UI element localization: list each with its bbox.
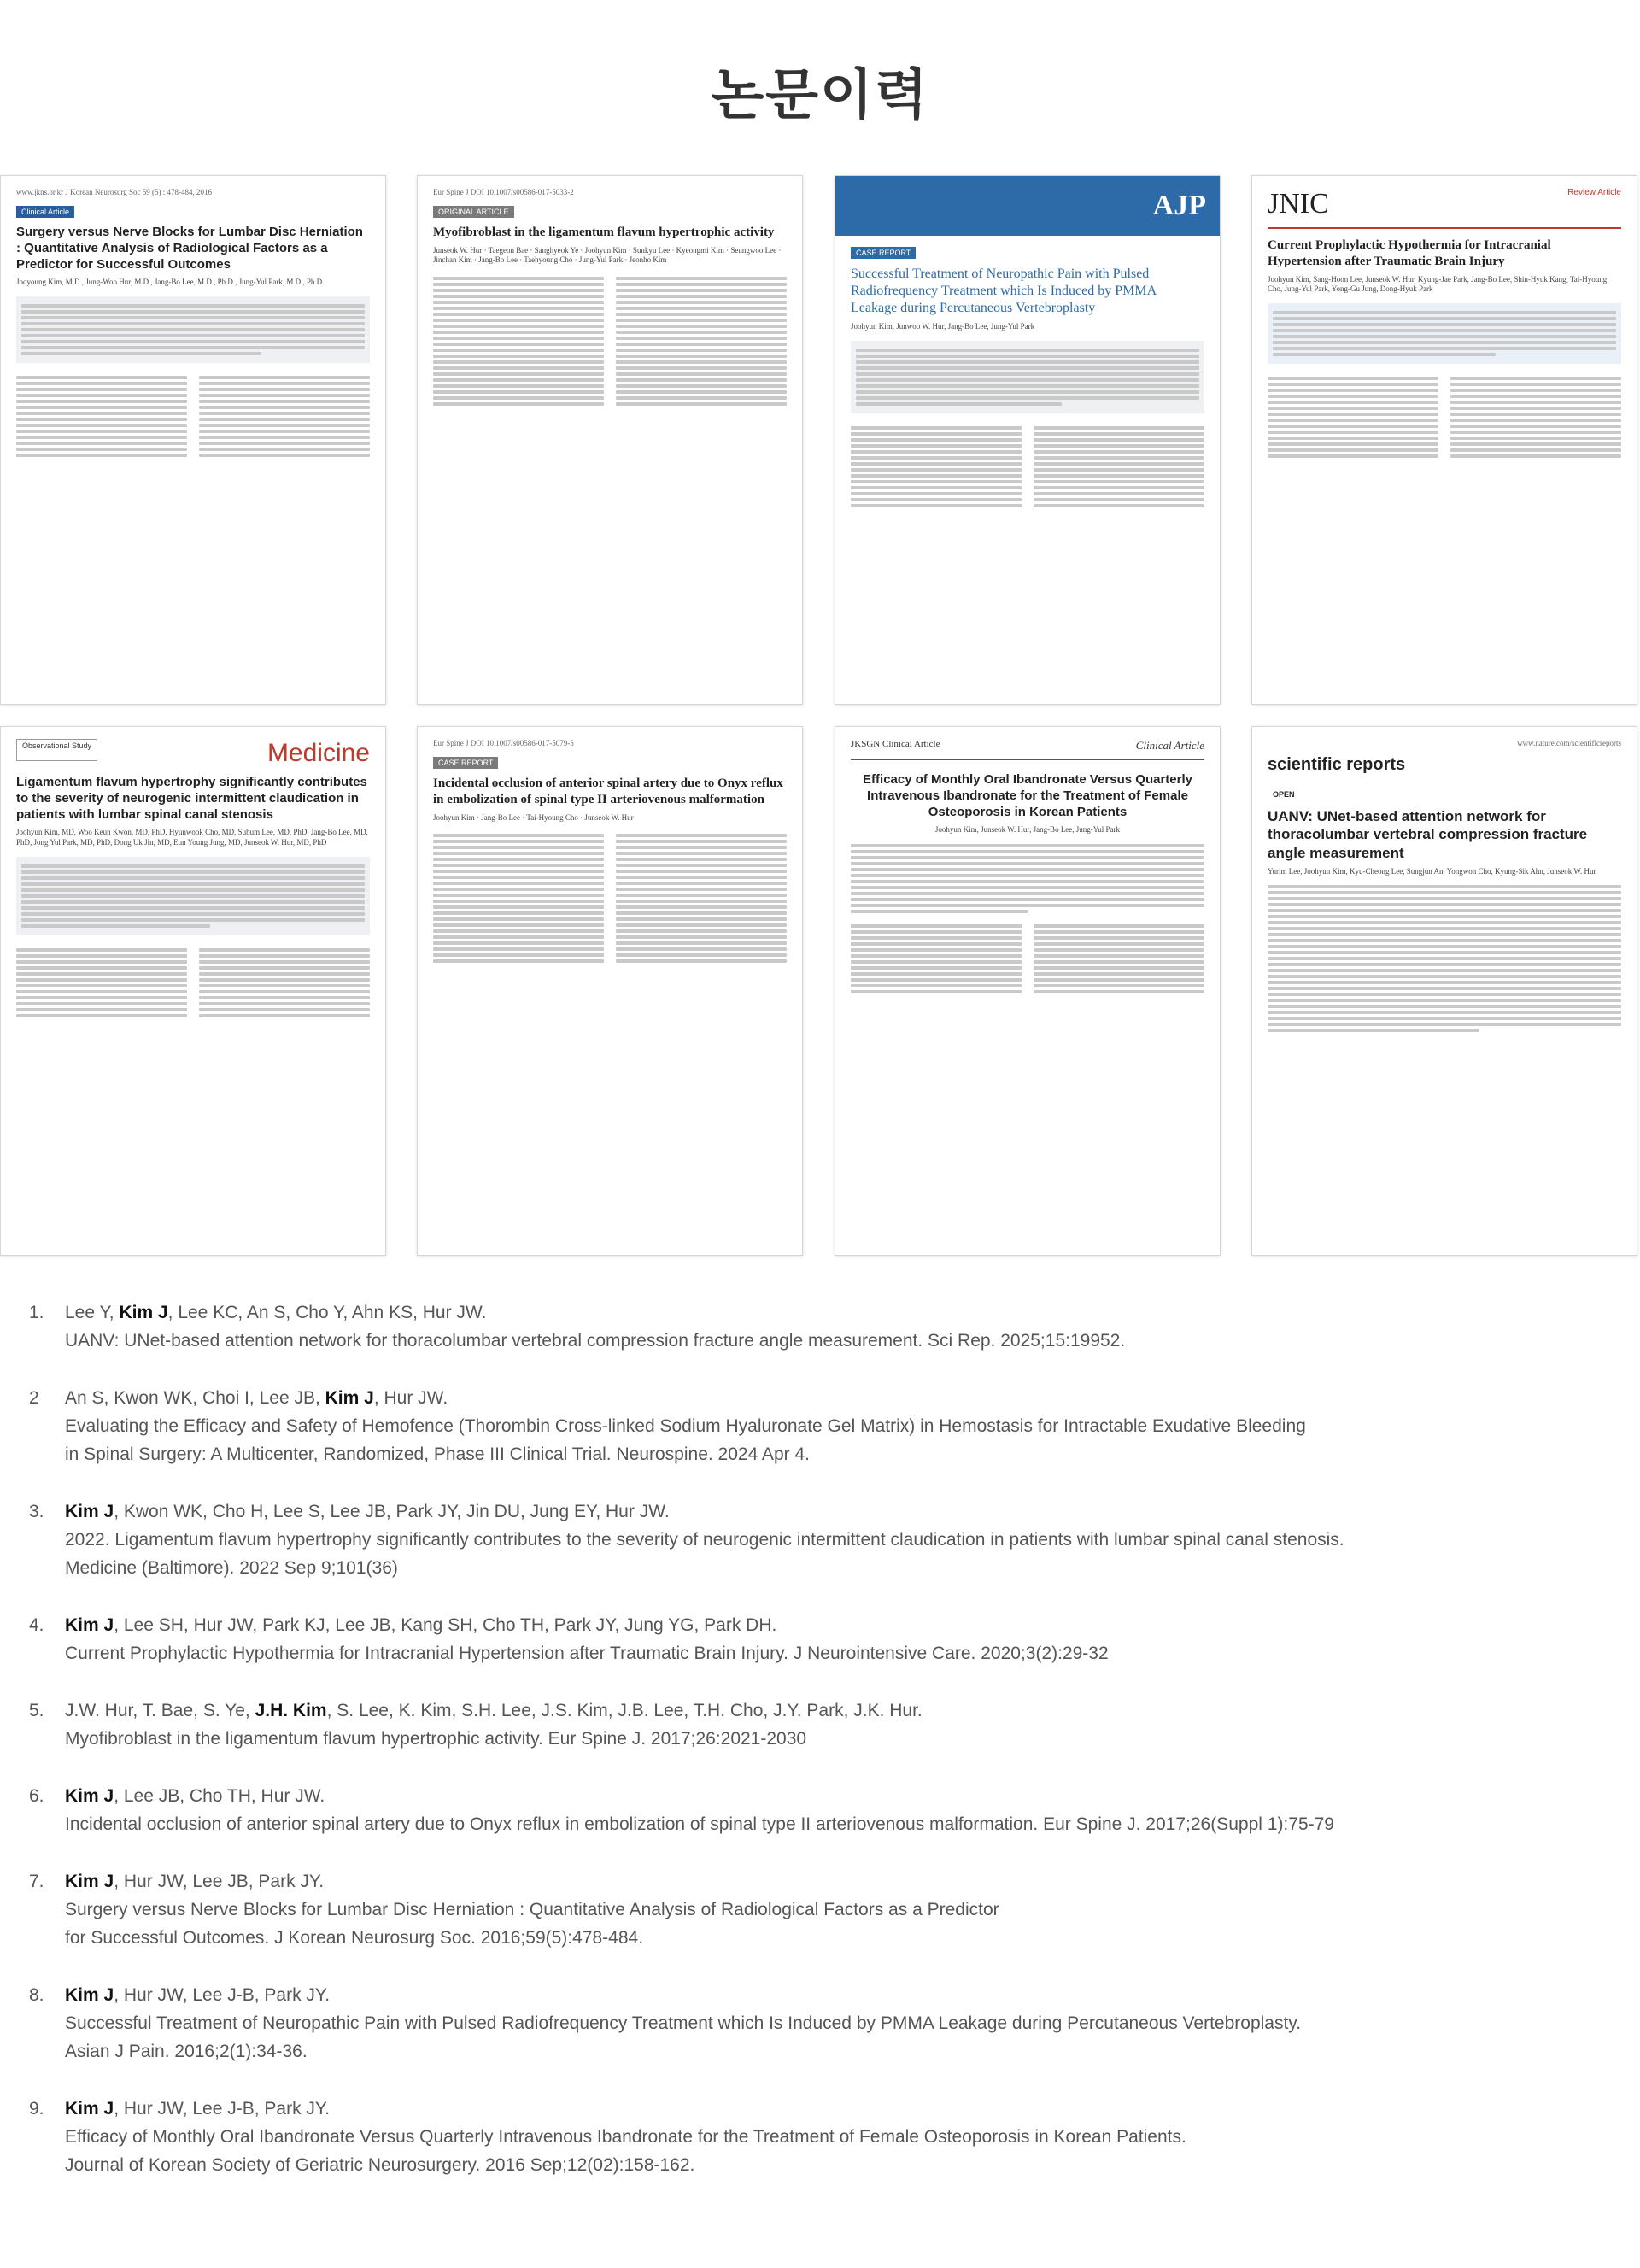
publication-number: 5. [29, 1701, 44, 1720]
paper-tag: OPEN [1268, 788, 1300, 800]
publication-list [29, 1298, 1618, 2179]
paper-title: Successful Treatment of Neuropathic Pain with Pulsed Radiofrequency Treatment which Is Induced by PMMA Leakage during Percutaneous Vertebroplasty [851, 267, 1157, 315]
publication-line: Surgery versus Nerve Blocks for Lumbar Disc Herniation : Quantitative Analysis of Radiological Factors as a Predictor [65, 1900, 999, 1919]
publication-item [29, 1611, 1618, 1667]
page-title: 논문이력 [711, 64, 929, 127]
paper-authors: Joohyun Kim, Junseok W. Hur, Jang-Bo Lee, Jung-Yul Park [934, 825, 1121, 835]
paper-authors: Joohyun Kim, Junwoo W. Hur, Jang-Bo Lee, Jung-Yul Park [851, 322, 1035, 331]
publication-item [29, 2095, 1618, 2179]
publication-line: Kim J, Hur JW, Lee J-B, Park JY. [65, 1985, 331, 2005]
publication-number: 3. [29, 1502, 44, 1521]
publication-line: Incidental occlusion of anterior spinal artery due to Onyx reflux in embolization of spinal type II arteriovenous malformation. Eur Spine J. 2017;26(Suppl 1):75-79 [65, 1814, 1334, 1834]
publication-item [29, 1697, 1618, 1753]
paper-journal: www.jkns.or.kr J Korean Neurosurg Soc 59 (5) : 478-484, 2016 [16, 188, 212, 196]
paper-title: Myofibroblast in the ligamentum flavum hypertrophic activity [433, 226, 775, 239]
publication-line: for Successful Outcomes. J Korean Neurosurg Soc. 2016;59(5):478-484. [65, 1928, 644, 1948]
publication-line: Myofibroblast in the ligamentum flavum hypertrophic activity. Eur Spine J. 2017;26:2021-2030 [65, 1729, 807, 1749]
publication-line: Lee Y, Kim J, Lee KC, An S, Cho Y, Ahn KS, Hur JW. [65, 1303, 487, 1322]
publication-number: 4. [29, 1615, 44, 1635]
paper-thumbnail-grid [0, 175, 1640, 1256]
publication-item [29, 1298, 1618, 1355]
publication-number: 7. [29, 1872, 44, 1891]
publication-line: Current Prophylactic Hypothermia for Intracranial Hypertension after Traumatic Brain Injury. J Neurointensive Care. 2020;3(2):29-32 [65, 1644, 1109, 1663]
paper-tag: Clinical Article [1135, 739, 1204, 752]
paper-title: Surgery versus Nerve Blocks for Lumbar Disc Herniation : Quantitative Analysis of Radiological Factors as a Predictor for Successful Outcomes [16, 225, 363, 272]
paper-thumbnail-3[interactable] [835, 175, 1221, 705]
publication-line: Medicine (Baltimore). 2022 Sep 9;101(36) [65, 1558, 398, 1578]
publication-number: 9. [29, 2099, 44, 2119]
paper-journal: JNIC [1268, 188, 1329, 220]
paper-authors: Joohyun Kim · Jang-Bo Lee · Tai-Hyoung Cho · Junseok W. Hur [433, 812, 634, 822]
publication-number: 6. [29, 1786, 44, 1806]
paper-journal: www.nature.com/scientificreports [1517, 739, 1621, 747]
paper-authors: Jooyoung Kim, M.D., Jung-Woo Hur, M.D., Jang-Bo Lee, M.D., Ph.D., Jung-Yul Park, M.D., Ph.D. [16, 278, 325, 287]
publication-line: Kim J, Hur JW, Lee J-B, Park JY. [65, 2099, 331, 2119]
publication-item [29, 1384, 1618, 1468]
highlighted-author: Kim J [65, 1502, 114, 1521]
paper-tag: CASE REPORT [851, 247, 916, 259]
publication-line: Asian J Pain. 2016;2(1):34-36. [65, 2042, 308, 2061]
paper-tag: Clinical Article [16, 206, 74, 218]
highlighted-author: Kim J [65, 2099, 114, 2119]
paper-journal: JKSGN Clinical Article [851, 739, 940, 749]
publication-line: 2022. Ligamentum flavum hypertrophy significantly contributes to the severity of neurogenic intermittent claudication in patients with lumbar spinal canal stenosis. [65, 1530, 1344, 1550]
paper-journal: Eur Spine J DOI 10.1007/s00586-017-5079-5 [433, 739, 574, 747]
paper-journal-logo: scientific reports [1268, 755, 1406, 774]
publication-line: Kim J, Hur JW, Lee JB, Park JY. [65, 1872, 325, 1891]
highlighted-author: Kim J [65, 1985, 114, 2005]
publication-number: 2 [29, 1388, 39, 1408]
paper-title: UANV: UNet-based attention network for thoracolumbar vertebral compression fracture angle measurement [1268, 808, 1588, 861]
paper-tag: Observational Study [16, 739, 97, 761]
highlighted-author: Kim J [65, 1786, 114, 1806]
paper-authors: Joohyun Kim, Sang-Hoon Lee, Junseok W. Hur, Kyung-Jae Park, Jang-Bo Lee, Shin-Hyuk Kang, Tai-Hyoung Cho, Jung-Yul Park, Yong-Gu Jung, Dong-Hyuk Park [1268, 274, 1608, 294]
highlighted-author: Kim J [65, 1615, 114, 1635]
paper-thumbnail-7[interactable] [835, 726, 1221, 1256]
paper-tag: ORIGINAL ARTICLE [433, 206, 514, 218]
publication-line: in Spinal Surgery: A Multicenter, Randomized, Phase III Clinical Trial. Neurospine. 2024 Apr 4. [65, 1445, 810, 1464]
paper-journal: Medicine [266, 739, 370, 767]
publication-line: Journal of Korean Society of Geriatric Neurosurgery. 2016 Sep;12(02):158-162. [65, 2155, 695, 2175]
paper-tag: Review Article [1567, 188, 1621, 197]
paper-thumbnail-6[interactable] [417, 726, 803, 1256]
paper-journal: Eur Spine J DOI 10.1007/s00586-017-5033-2 [433, 188, 574, 196]
paper-thumbnail-4[interactable] [1251, 175, 1637, 705]
publication-item [29, 1782, 1618, 1838]
publication-line: Successful Treatment of Neuropathic Pain with Pulsed Radiofrequency Treatment which Is Induced by PMMA Leakage during Percutaneous Vertebroplasty. [65, 2013, 1302, 2033]
publication-line: Kim J, Lee SH, Hur JW, Park KJ, Lee JB, Kang SH, Cho TH, Park JY, Jung YG, Park DH. [65, 1615, 777, 1635]
paper-authors: Joohyun Kim, MD, Woo Keun Kwon, MD, PhD, Hyunwook Cho, MD, Subum Lee, MD, PhD, Jang-Bo Lee, MD, PhD, Jong Yul Park, MD, PhD, Dong Uk Jin, MD, Eun Young Jung, MD, Junseok W. Hur, MD, PhD [16, 828, 368, 847]
paper-title: Efficacy of Monthly Oral Ibandronate Versus Quarterly Intravenous Ibandronate for the Treatment of Female Osteoporosis in Korean Patients [863, 772, 1192, 819]
highlighted-author: Kim J [119, 1303, 168, 1322]
publication-item [29, 1981, 1618, 2066]
highlighted-author: Kim J [65, 1872, 114, 1891]
paper-tag: CASE REPORT [433, 757, 498, 769]
publication-number: 1. [29, 1303, 44, 1322]
highlighted-author: Kim J [325, 1388, 374, 1408]
paper-title: Current Prophylactic Hypothermia for Intracranial Hypertension after Traumatic Brain Injury [1268, 238, 1551, 268]
paper-authors: Junseok W. Hur · Taegeon Bae · Sanghyeok Ye · Joohyun Kim · Sunkyu Lee · Kyeongmi Kim · Seungwoo Lee · Jinchan Kim · Jang-Bo Lee · Taehyoung Cho · Jung-Yul Park · Jeonho Kim [433, 245, 782, 265]
publication-line: J.W. Hur, T. Bae, S. Ye, J.H. Kim, S. Lee, K. Kim, S.H. Lee, J.S. Kim, J.B. Lee, T.H. Cho, J.Y. Park, J.K. Hur. [65, 1701, 922, 1720]
publication-line: Evaluating the Efficacy and Safety of Hemofence (Thorombin Cross-linked Sodium Hyaluronate Gel Matrix) in Hemostasis for Intractable Exudative Bleeding [65, 1416, 1306, 1436]
publication-item [29, 1867, 1618, 1952]
publication-line: Efficacy of Monthly Oral Ibandronate Versus Quarterly Intravenous Ibandronate for the Treatment of Female Osteoporosis in Korean Patients. [65, 2127, 1186, 2147]
paper-thumbnail-2[interactable] [417, 175, 803, 705]
paper-thumbnail-5[interactable] [0, 726, 386, 1256]
paper-authors: Yurim Lee, Joohyun Kim, Kyu-Cheong Lee, Sungjun An, Yongwon Cho, Kyung-Sik Ahn, Junseok W. Hur [1268, 866, 1596, 876]
publication-line: UANV: UNet-based attention network for thoracolumbar vertebral compression fracture angle measurement. Sci Rep. 2025;15:19952. [65, 1331, 1126, 1351]
paper-title: Incidental occlusion of anterior spinal artery due to Onyx reflux in embolization of spinal type II arteriovenous malformation [433, 777, 783, 806]
paper-journal: AJP [835, 176, 1220, 236]
paper-thumbnail-1[interactable] [0, 175, 386, 705]
paper-title: Ligamentum flavum hypertrophy significantly contributes to the severity of neurogenic intermittent claudication in patients with lumbar spinal canal stenosis [16, 775, 367, 822]
highlighted-author: J.H. Kim [255, 1701, 327, 1720]
publication-line: Kim J, Lee JB, Cho TH, Hur JW. [65, 1786, 325, 1806]
publication-item [29, 1497, 1618, 1582]
publication-line: Kim J, Kwon WK, Cho H, Lee S, Lee JB, Park JY, Jin DU, Jung EY, Hur JW. [65, 1502, 670, 1521]
publication-line: An S, Kwon WK, Choi I, Lee JB, Kim J, Hur JW. [65, 1388, 448, 1408]
paper-thumbnail-8[interactable] [1251, 726, 1637, 1256]
publication-number: 8. [29, 1985, 44, 2005]
